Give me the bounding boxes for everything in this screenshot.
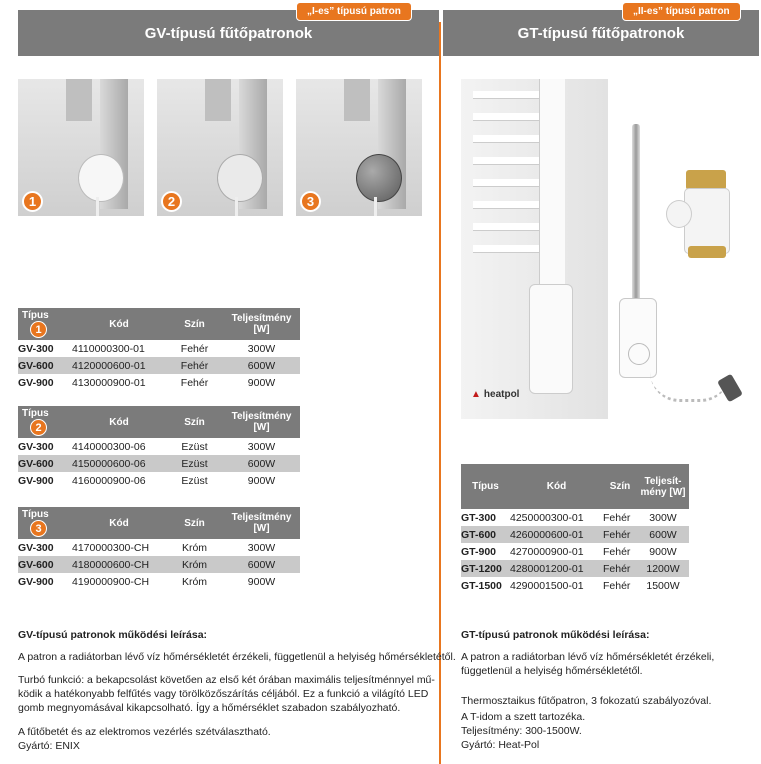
table-row: GT-1500 4290001500-01 Fehér 1500W: [461, 579, 680, 592]
col-header-type: Típus3: [18, 507, 72, 539]
plug-image: [717, 374, 743, 403]
table-row: GV-900 4130000900-01 Fehér 900W: [18, 376, 276, 389]
table-row: GV-900 4190000900-CH Króm 900W: [18, 575, 276, 588]
table-number-badge: 1: [30, 321, 47, 338]
gv-type-badge: „I-es” típusú patron: [296, 2, 412, 21]
table-row: GT-600 4260000600-01 Fehér 600W: [461, 526, 689, 543]
col-header-code: Kód: [72, 507, 166, 539]
gt-type-badge: „II-es” típusú patron: [622, 2, 741, 21]
col-header-color: Szín: [166, 507, 223, 539]
table-row: GV-600 4150000600-06 Ezüst 600W: [18, 455, 300, 472]
col-header-color: Szín: [166, 406, 223, 438]
table-row: GV-300 4110000300-01 Fehér 300W: [18, 342, 276, 355]
gv-desc-p3: A fűtőbetét és az elektromos vezérlés szétválasztható.: [18, 726, 271, 738]
gv-desc-p2c: gomb megnyomásával kikapcsolható. Így a hőmérséklet szabadon szabályozható.: [18, 702, 401, 714]
gv-desc-p2a: Turbó funkció: a bekapcsolást követően az első két órában maximális teljesítménnyel mű-: [18, 674, 435, 686]
col-header-type: Típus2: [18, 406, 72, 438]
gv-desc-p2b: ködik a hatékonyabb felfűtés vagy törölközőszárítás céljából. Ez a funkció a világító LED: [18, 688, 429, 700]
gt-control-unit-image: [619, 298, 657, 378]
col-header-code: Kód: [510, 464, 603, 509]
table-row: GT-300 4250000300-01 Fehér 300W: [461, 511, 677, 524]
col-header-type: Típus: [461, 464, 510, 509]
table-row: GV-300 4170000300-CH Króm 300W: [18, 541, 276, 554]
gt-desc-p3: A T-idom a szett tartozéka.: [461, 711, 586, 723]
col-header-type: Típus1: [18, 308, 72, 340]
col-header-code: Kód: [72, 406, 166, 438]
col-header-power: Teljesítmény [W]: [223, 406, 300, 438]
photo-number-badge: 1: [22, 191, 43, 212]
col-header-power: Teljesít-mény [W]: [637, 464, 689, 509]
gv-desc-title: GV-típusú patronok működési leírása:: [18, 629, 208, 641]
gt-table: [461, 464, 689, 594]
gv-table-3: [18, 507, 300, 590]
table-row: GT-1200 4280001200-01 Fehér 1200W: [461, 560, 689, 577]
gv-manufacturer: Gyártó: ENIX: [18, 740, 80, 752]
gv-table-2: [18, 406, 300, 489]
gv-photo-silver: [157, 79, 283, 216]
gv-photo-white: [18, 79, 144, 216]
table-row: GT-900 4270000900-01 Fehér 900W: [461, 545, 677, 558]
gt-desc-title: GT-típusú patronok működési leírása:: [461, 629, 650, 641]
photo-number-badge: 3: [300, 191, 321, 212]
gv-desc-p1: A patron a radiátorban lévő víz hőmérsékletét érzékeli, függetlenül a helyiség hőmérsékletétől.: [18, 651, 456, 663]
gv-photo-chrome: [296, 79, 422, 216]
t-fitting-image: [666, 166, 740, 260]
table-row: GV-300 4140000300-06 Ezüst 300W: [18, 440, 276, 453]
power-cable-image: [650, 372, 730, 402]
table-row: GV-600 4120000600-01 Fehér 600W: [18, 357, 300, 374]
table-number-badge: 3: [30, 520, 47, 537]
col-header-code: Kód: [72, 308, 166, 340]
gt-radiator-photo: [461, 79, 608, 419]
photo-number-badge: 2: [161, 191, 182, 212]
gv-section-title: GV-típusú fűtőpatronok: [144, 24, 313, 42]
table-row: GV-600 4180000600-CH Króm 600W: [18, 556, 300, 573]
col-header-color: Szín: [603, 464, 637, 509]
col-header-power: Teljesítmény [W]: [223, 507, 300, 539]
gv-table-1: [18, 308, 300, 391]
heating-rod-image: [632, 124, 640, 304]
col-header-power: Teljesítmény [W]: [223, 308, 300, 340]
table-number-badge: 2: [30, 419, 47, 436]
gt-desc-p2: Thermosztaikus fűtőpatron, 3 fokozatú szabályozóval.: [461, 695, 712, 707]
gt-desc-p1a: A patron a radiátorban lévő víz hőmérsékletét érzékeli,: [461, 651, 715, 663]
gt-manufacturer: Gyártó: Heat-Pol: [461, 739, 540, 751]
gt-section-title: GT-típusú fűtőpatronok: [517, 24, 685, 42]
col-header-color: Szín: [166, 308, 223, 340]
table-row: GV-900 4160000900-06 Ezüst 900W: [18, 474, 276, 487]
gt-desc-p1b: függetlenül a helyiség hőmérsékletétől.: [461, 665, 643, 677]
heatpol-logo: ▲ heatpol: [471, 389, 520, 400]
gt-desc-p4: Teljesítmény: 300-1500W.: [461, 725, 582, 737]
